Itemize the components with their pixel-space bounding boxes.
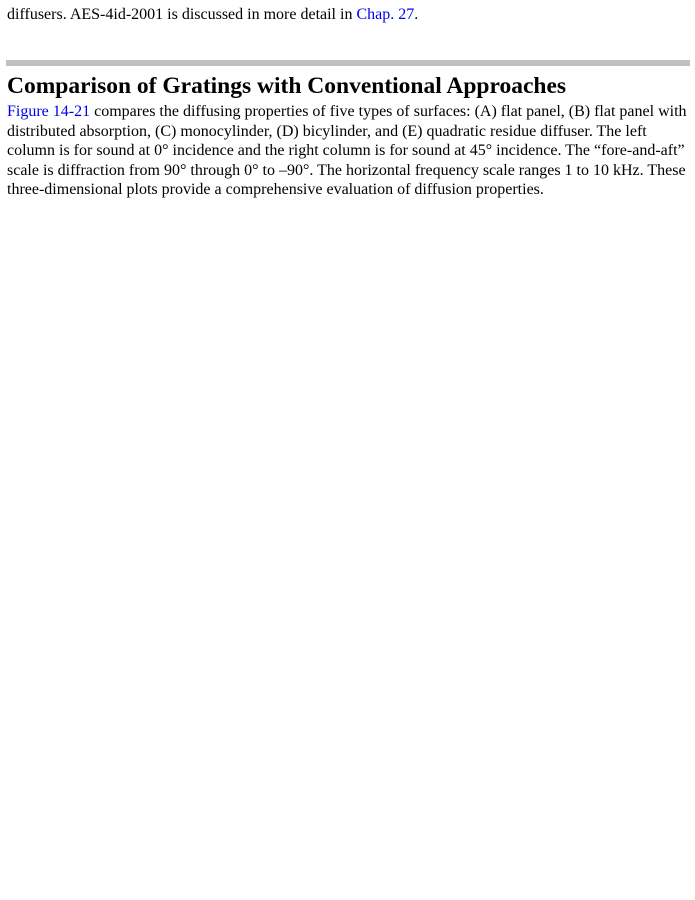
- chap-27-link[interactable]: Chap. 27: [356, 6, 415, 23]
- section-title: Comparison of Gratings with Conventional Approaches: [7, 73, 567, 99]
- intro-text-end: .: [414, 6, 419, 23]
- intro-paragraph: [7, 5, 689, 25]
- section-divider: [6, 60, 690, 66]
- intro-text: diffusers. AES-4id-2001 is discussed in more detail in: [7, 6, 357, 23]
- section-paragraph-text: compares the diffusing properties of five types of surfaces: (A) flat panel, (B) flat panel with distributed absorption, (C) monocylinder, (D) bicylinder, and (E) quadratic residue diffuser. The left column is for sound at 0° incidence and the right column is for sound at 45° incidence. The “fore-and-aft” scale is diffraction from 90° through 0° to –90°. The horizontal frequency scale ranges 1 to 10 kHz. These three-dimensional plots provide a comprehensive evaluation of diffusion properties.: [7, 103, 687, 199]
- section-paragraph: [7, 102, 691, 200]
- figure-14-21-link[interactable]: Figure 14-21: [7, 103, 91, 120]
